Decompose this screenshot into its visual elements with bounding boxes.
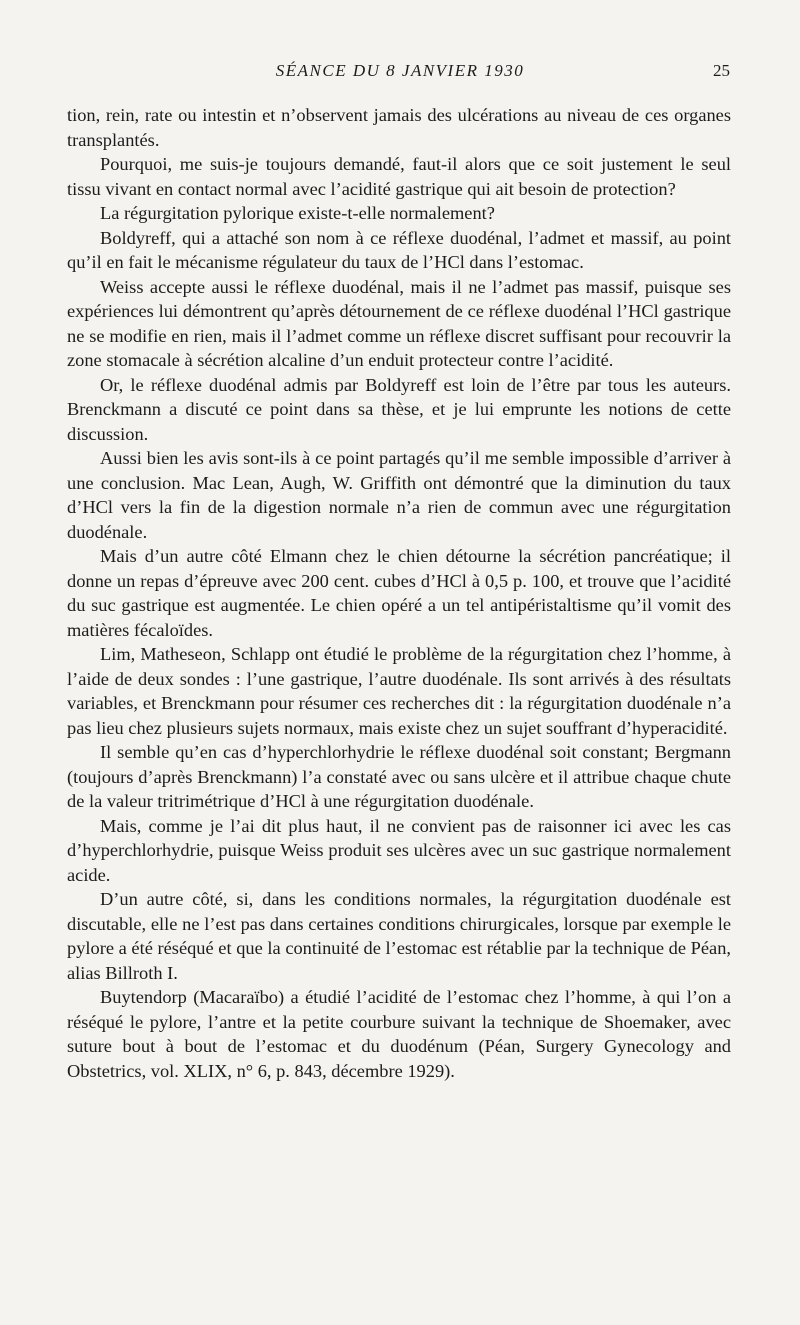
paragraph-surgical-conditions: D’un autre côté, si, dans les conditions normales, la régurgitation duodénale est discutable, elle ne l’est pas dans certaines conditions chirurgicales, lorsque par exemple le pylore a été réséqué et que la continuité de l’estomac est rétablie par la technique de Péan, alias Billroth I. — [67, 889, 731, 983]
paragraph-divided-opinions: Aussi bien les avis sont-ils à ce point partagés qu’il me semble impossible d’arriver à une conclusion. Mac Lean, Augh, W. Griffith ont démontré que la diminution du taux d’HCl vers la fin de la digestion normale n’a rien de commun avec une régurgitation duodénale. — [67, 448, 731, 542]
paragraph-pyloric-regurgitation: La régurgitation pylorique existe-t-elle normalement? — [100, 203, 495, 223]
paragraph-brenckmann: Or, le réflexe duodénal admis par Boldyreff est loin de l’être par tous les auteurs. Brenckmann a discuté ce point dans sa thèse, et je lui emprunte les notions de cette discussion. — [67, 374, 731, 444]
paragraph-lim-matheseon-schlapp: Lim, Matheseon, Schlapp ont étudié le problème de la régurgitation chez l’homme, à l’aide de deux sondes : l’une gastrique, l’autre duodénale. Ils sont arrivés à des résultats variables, et Brenckmann pour résumer ces recherches dit : la régurgitation duodénale n’a pas lieu chez plusieurs sujets normaux, mais existe chez un sujet souffrant d’hyperacidité. — [67, 644, 731, 738]
running-head — [70, 58, 730, 84]
paragraph-elmann: Mais d’un autre côté Elmann chez le chien détourne la sécrétion pancréatique; il donne un repas d’épreuve avec 200 cent. cubes d’HCl à 0,5 p. 100, et trouve que l’acidité du suc gastrique est augmentée. Le chien opéré a un tel antipéristaltisme qu’il vomit des matières fécaloïdes. — [67, 546, 731, 640]
paragraph-hyperchlorhydria: Il semble qu’en cas d’hyperchlorhydrie le réflexe duodénal soit constant; Bergmann (toujours d’après Brenckmann) l’a constaté avec ou sans ulcère et il attribue chaque chute de la valeur tritrimétrique d’HCl à une régurgitation duodénale. — [67, 742, 731, 811]
paragraph-weiss-ulcers: Mais, comme je l’ai dit plus haut, il ne convient pas de raisonner ici avec les cas d’hyperchlorhydrie, puisque Weiss produit ses ulcères avec un suc gastrique normalement acide. — [67, 815, 731, 885]
paragraph-continuation: tion, rein, rate ou intestin et n’observent jamais des ulcérations au niveau de ces organes transplantés. — [67, 105, 731, 150]
paragraph-protection-question: Pourquoi, me suis-je toujours demandé, faut-il alors que ce soit justement le seul tissu vivant en contact normal avec l’acidité gastrique qui ait besoin de protection? — [67, 154, 731, 199]
paragraph-weiss: Weiss accepte aussi le réflexe duodénal, mais il ne l’admet pas massif, puisque ses expériences lui démontrent qu’après détournement de ce réflexe duodénal l’HCl gastrique ne se modifie en rien, mais il l’admet comme un réflexe discret suffisant pour recouvrir la zone stomacale à sécrétion alcaline d’un enduit protecteur contre l’acidité. — [67, 276, 731, 370]
running-title: SÉANCE DU 8 JANVIER 1930 — [275, 61, 525, 80]
paragraph-boldyreff: Boldyreff, qui a attaché son nom à ce réflexe duodénal, l’admet et massif, au point qu’il en fait le mécanisme régulateur du taux de l’HCl dans l’estomac. — [67, 227, 731, 272]
paragraph-buytendorp: Buytendorp (Macaraïbo) a étudié l’acidité de l’estomac chez l’homme, à qui l’on a réséqué le pylore, l’antre et la petite courbure suivant la technique de Shoemaker, avec suture bout à bout de l’estomac et du duodénum (Péan, Surgery Gynecology and Obstetrics, vol. XLIX, n° 6, p. 843, décembre 1929). — [67, 987, 731, 1081]
page-number: 25 — [713, 61, 730, 80]
body-text — [67, 103, 731, 1083]
